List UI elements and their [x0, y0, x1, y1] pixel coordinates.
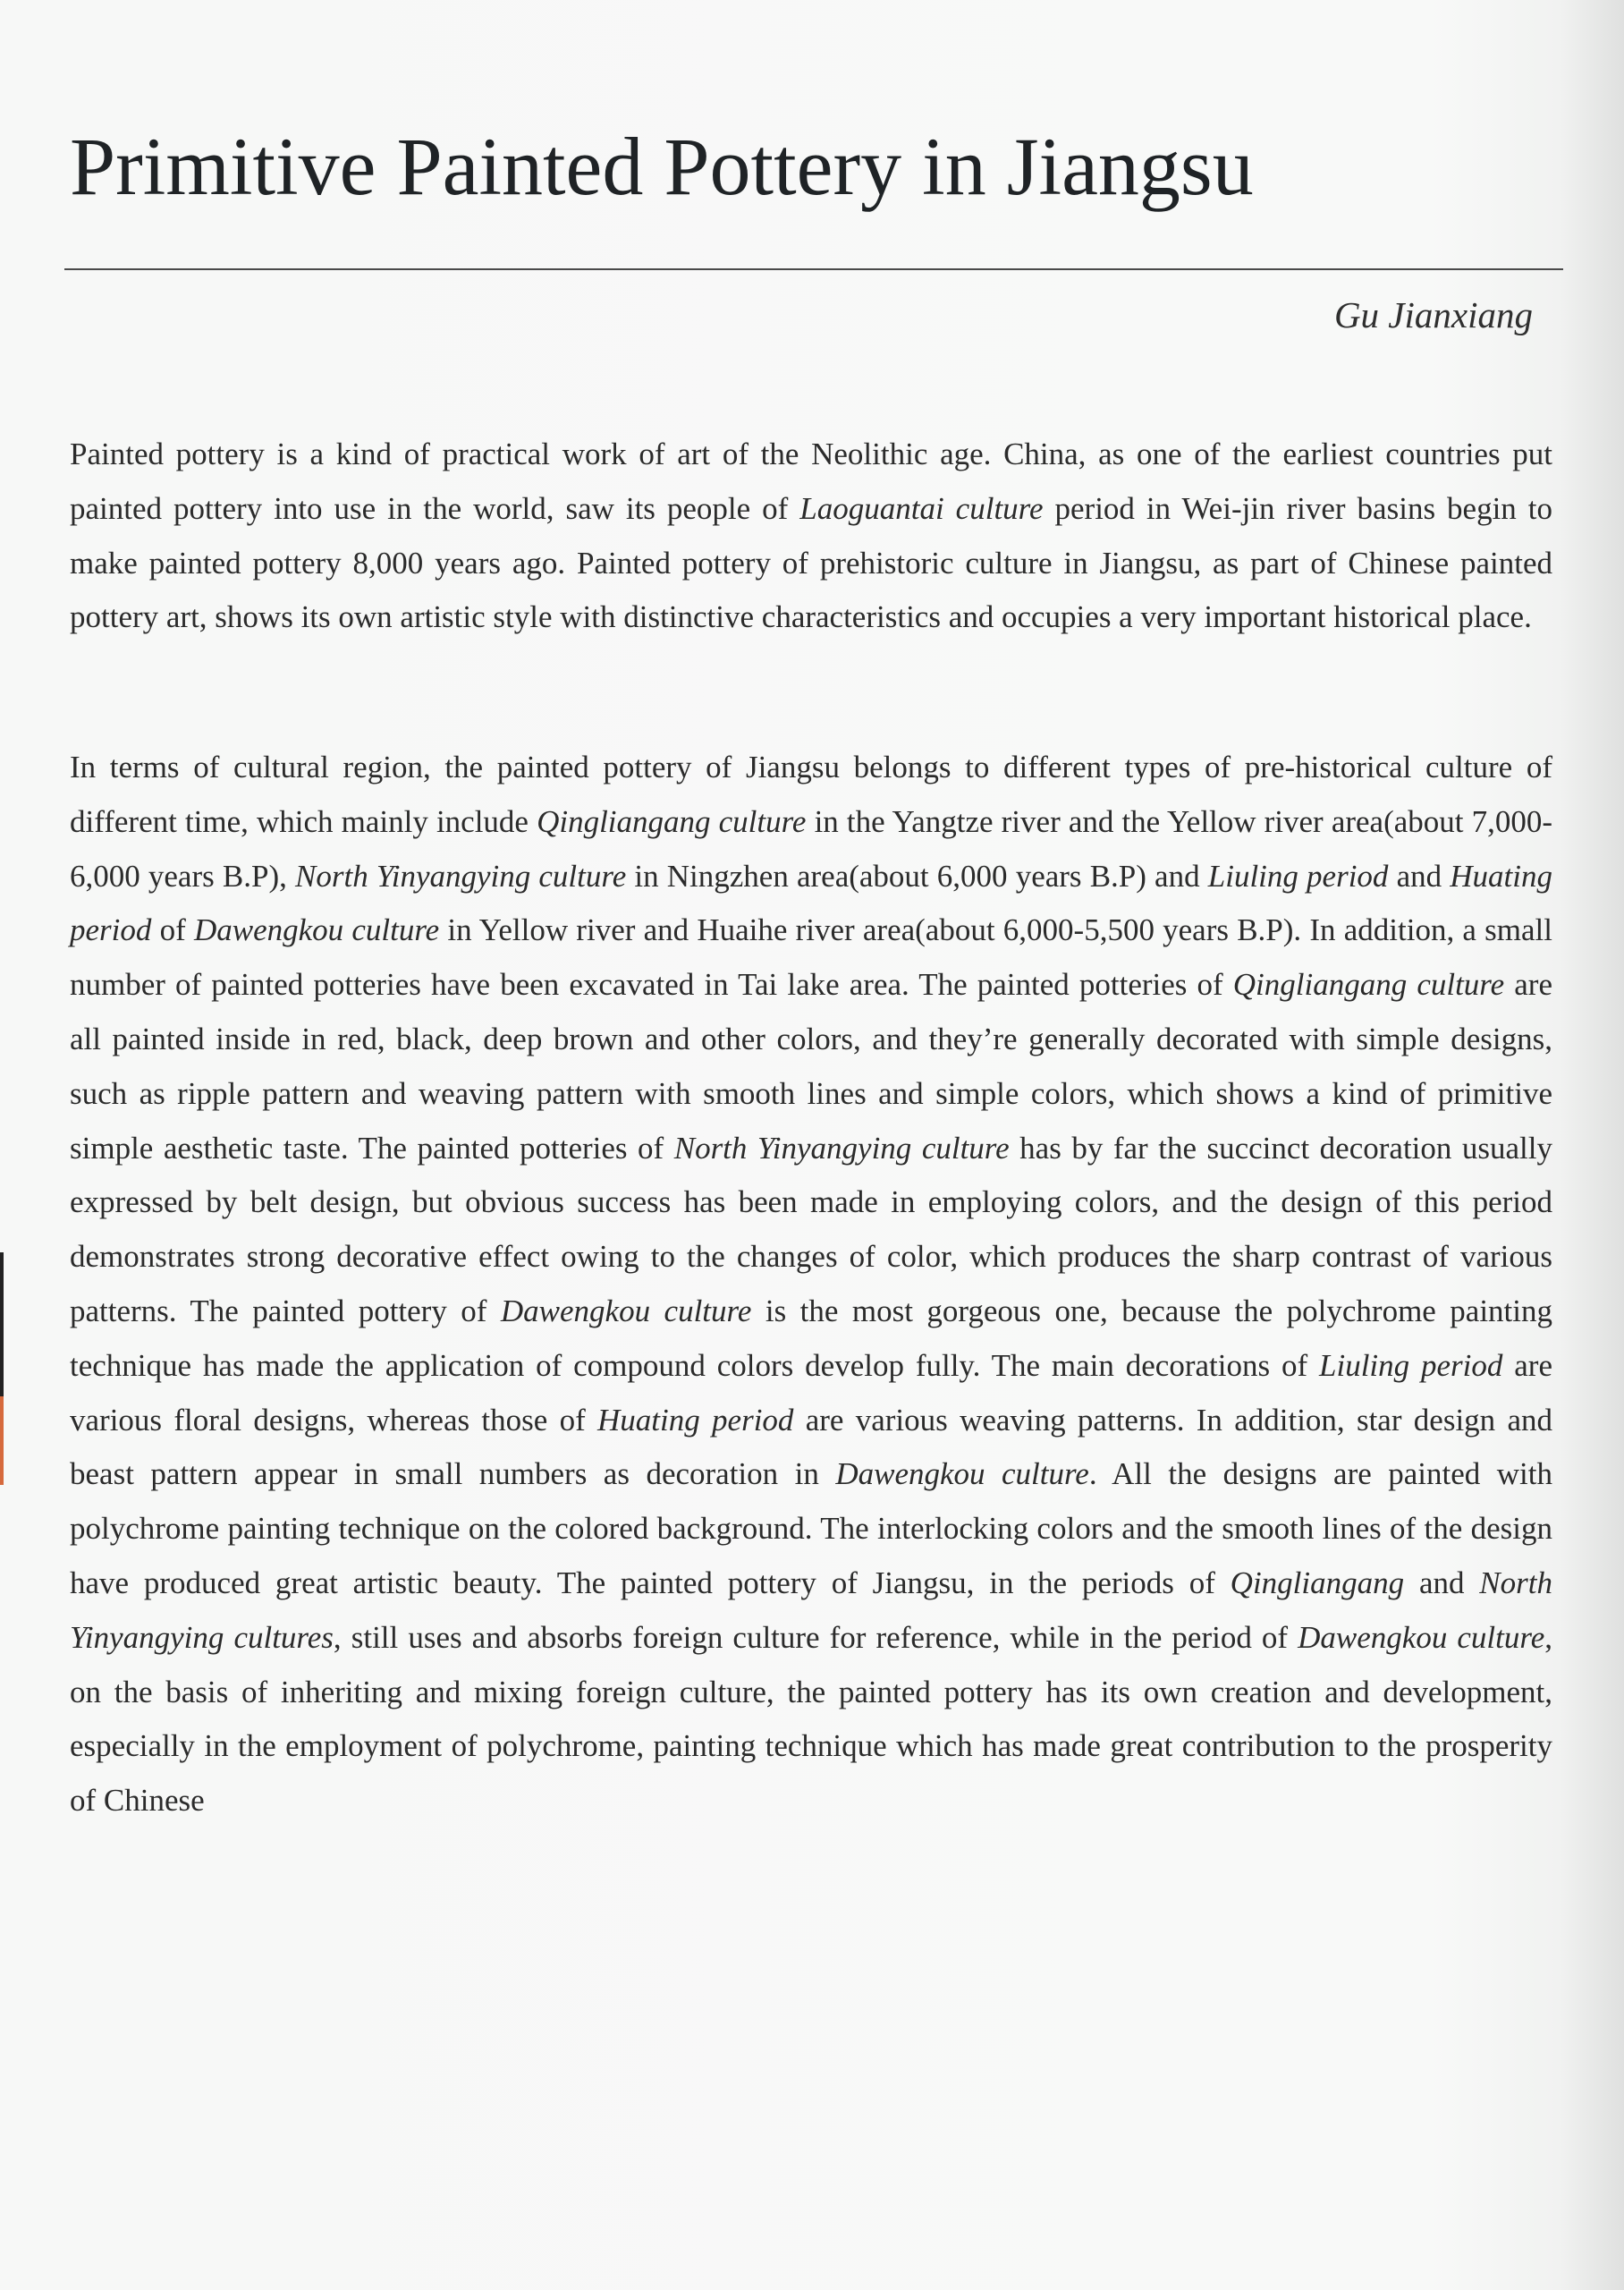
italic-term: Qingliangang — [1230, 1565, 1405, 1600]
paragraph-2 — [70, 741, 1552, 1828]
text-run: are various floral designs, whereas those of — [70, 1347, 1552, 1438]
text-run: are all painted inside in red, black, deep brown and other colors, and they’re generally decorated with simple designs, such as ripple pattern and weaving pattern with smooth lines and simple colors, which shows a kind of primitive simple aesthetic taste. The painted potteries of — [70, 967, 1553, 1166]
italic-term: North Yinyangying culture — [673, 1130, 1010, 1166]
italic-term: Dawengkou culture — [835, 1456, 1089, 1492]
text-run: in Yellow river and Huaihe river area(about 6,000-5,500 years B.P). In addition, a small number of painted potteries have been excavated in Tai lake area. The painted potteries of — [70, 912, 1552, 1003]
text-run: , on the basis of inheriting and mixing foreign culture, the painted pottery has its own creation and development, especially in the employment of polychrome, painting technique which has made great contribution to the prosperity of Chinese — [70, 1619, 1552, 1819]
page-title: Primitive Painted Pottery in Jiangsu — [70, 121, 1254, 212]
italic-term: North Yinyangying cultures — [70, 1565, 1552, 1655]
paragraph-1 — [70, 428, 1552, 645]
text-run: and — [1388, 858, 1451, 894]
text-run: in Ningzhen area(about 6,000 years B.P) and — [626, 858, 1208, 894]
italic-term: Liuling period — [1319, 1347, 1503, 1383]
italic-term: North Yinyangying culture — [295, 858, 627, 894]
italic-term: Laoguantai culture — [799, 490, 1044, 526]
text-run: has by far the succinct decoration usually expressed by belt design, but obvious success has been made in employing colors, and the design of this period demonstrates strong decorative effect owing to the changes of color, which produces the sharp contrast of various patterns. The painted pottery of — [70, 1130, 1553, 1328]
text-run: and — [1404, 1565, 1480, 1600]
italic-term: Dawengkou culture — [1298, 1619, 1545, 1655]
italic-term: Qingliangang culture — [537, 803, 807, 839]
text-run: is the most gorgeous one, because the polychrome painting technique has made the application of compound colors develop fully. The main decorations of — [70, 1293, 1552, 1383]
text-run: , still uses and absorbs foreign culture for reference, while in the period of — [333, 1619, 1298, 1655]
text-run: are various weaving patterns. In addition, star design and beast pattern appear in small numbers as decoration in — [70, 1402, 1552, 1492]
text-run: Painted pottery is a kind of practical work of art of the Neolithic age. China, as one of the earliest countries put painted pottery into use in the world, saw its people of — [70, 437, 1552, 526]
paragraph-1-block — [70, 428, 1552, 645]
text-run: In terms of cultural region, the painted pottery of Jiangsu belongs to different types of pre-historical culture of different time, which mainly include — [70, 750, 1552, 839]
author-name: Gu Jianxiang — [1333, 294, 1533, 335]
paragraph-2-block — [70, 741, 1552, 1828]
italic-term: Huating period — [597, 1402, 794, 1438]
italic-term: Dawengkou culture — [500, 1293, 752, 1328]
italic-term: Dawengkou culture — [193, 912, 440, 948]
italic-term: Liuling period — [1207, 858, 1389, 894]
italic-term: Huating period — [70, 858, 1552, 948]
text-run: of — [151, 912, 194, 948]
italic-term: Qingliangang culture — [1232, 967, 1505, 1003]
text-run: in the Yangtze river and the Yellow river area(about 7,000-6,000 years B.P), — [70, 803, 1552, 894]
text-run: . All the designs are painted with polychrome painting technique on the colored background. The interlocking colors and the smooth lines of the design have produced great artistic beauty. The painted pottery of Jiangsu, in the periods of — [70, 1456, 1552, 1600]
title-divider — [64, 268, 1563, 270]
page-edge-mark — [0, 1252, 4, 1485]
text-run: period in Wei-jin river basins begin to make painted pottery 8,000 years ago. Painted pottery of prehistoric culture in Jiangsu, as part of Chinese painted pottery art, shows its own artistic style with distinctive characteristics and occupies a very important historical place. — [70, 490, 1552, 635]
